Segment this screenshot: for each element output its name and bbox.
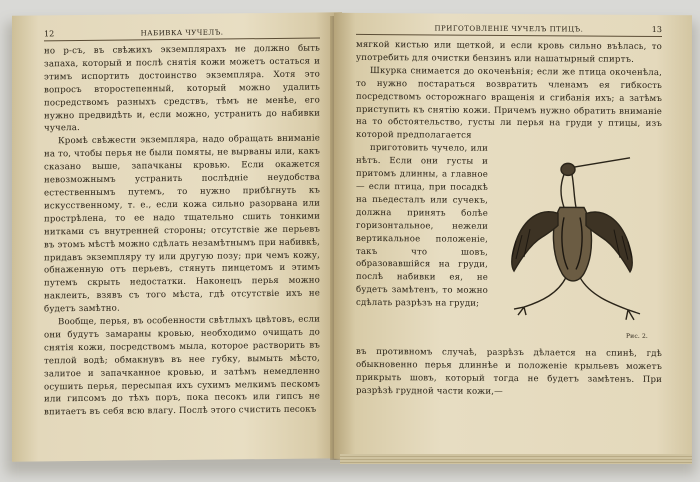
left-paragraph-2: Кромѣ свѣжести экземпляра, надо обращать вниманіе на то, чтобы перья не были помяты, не вырваны или, какъ сказано выше, запачканы кровью. Если окажется невозможнымъ устранить послѣдніе неудобства естественнымъ путемъ, то нужно прибѣгнуть къ искусственному, т. е., если кожа сильно разорвана или прострѣлена, то ее надо тщательно сшить тонкими нитками съ внутренней стороны; отсутствіе же перьевъ въ этомъ мѣстѣ можно сдѣлать незамѣтнымъ при набивкѣ, придавъ экземпляру ту или другую позу; при чемъ кожу, обнаженную отъ перьевъ, стянуть пинцетомъ и этимъ путемъ скрыть недостатки. Наконецъ перья можно наклеить, взявъ съ того мѣста, гдѣ отсутствіе ихъ не будетъ замѣтно. xyxy=(44,133,320,315)
left-running-head: НАБИВКА ЧУЧЕЛЪ. xyxy=(140,28,224,38)
right-running-head: ПРИГОТОВЛЕНІЕ ЧУЧЕЛЪ ПТИЦЪ. xyxy=(434,24,584,34)
bird-neck xyxy=(561,175,576,208)
bird-bill xyxy=(572,158,630,168)
right-paragraph-3: въ противномъ случаѣ, разрѣзъ дѣлается на спинѣ, гдѣ обыкновенно перья длиннѣе и положеніе крыльевъ можетъ прикрыть шовъ, который тогда не будетъ замѣтенъ. При разрѣзѣ грудной части кожи,— xyxy=(356,347,662,397)
right-paragraph-narrow: приготовить чучело, или нѣтъ. Если они густы и притомъ длинны, а главное — если птица, при посадкѣ на пьедесталъ или сучекъ, должна принять болѣе горизонтальное, нежели вертикальное положеніе, такъ что шовъ, образовавшійся на груди, послѣ набивки ея, не будетъ замѣтенъ, то можно сдѣлать разрѣзъ на груди; xyxy=(356,143,488,309)
right-paragraph-1: мягкой кистью или щеткой, и если кровь сильно въѣлась, то употребить для очистки бензинъ или нашатырный спиртъ. xyxy=(356,39,662,65)
left-page-header xyxy=(44,27,320,42)
left-page xyxy=(12,12,342,461)
left-page-number: 12 xyxy=(44,29,55,39)
bird-figure xyxy=(492,145,670,348)
right-page xyxy=(334,13,692,461)
open-book xyxy=(12,14,692,466)
page-edges xyxy=(340,454,692,464)
skinned-bird-illustration-icon xyxy=(502,145,652,332)
bird-left-wing xyxy=(512,212,558,272)
bird-left-leg xyxy=(514,277,566,315)
bird-right-leg xyxy=(580,278,640,320)
right-paragraph-2: Шкурка снимается до окоченѣнія; если же птица окоченѣла, то нужно постараться возвратить членамъ ея гибкость посредствомъ осторожнаго вращенія и сгибанія ихъ; а затѣмъ приступить къ снятію кожи. Причемъ нужно обратить вниманіе на то обстоятельство, густы ли перья на груди у птицы, изъ которой предполагается xyxy=(356,65,662,142)
bird-right-wing xyxy=(586,212,632,272)
left-paragraph-3: Вообще, перья, въ особенности свѣтлыхъ цвѣтовъ, если они будутъ замараны кровью, необходимо очищать до снятія кожи, посредствомъ мыла, которое растворить въ теплой водѣ; обмакнувъ въ нее губку, вымыть мѣсто, залитое и запачканное кровью, и затѣмъ немедленно осушить перья, пересыпая ихъ сухимъ мелкимъ пескомъ или гипсомъ до тѣхъ поръ, пока песокъ или гипсъ не впитаетъ въ себя всю влагу. Послѣ этого счистить песокъ xyxy=(44,314,320,418)
bird-head xyxy=(561,164,575,176)
right-page-header xyxy=(356,23,662,37)
right-page-number: 13 xyxy=(651,24,662,35)
left-paragraph-1: но р-съ, въ свѣжихъ экземплярахъ не должно быть запаха, который и послѣ снятія кожи можетъ остаться и этимъ испортить достоинство экземпляра. Хотя это вопросъ второстепенный, который можно удалить посредствомъ разныхъ средствъ, тѣмъ не менѣе, его нужно предвидѣть и, если можно, устранить до набивки чучела. xyxy=(44,43,320,134)
right-page-body xyxy=(356,39,662,400)
figure-caption: Рис. 2. xyxy=(626,333,648,341)
figure-wrap xyxy=(356,142,662,341)
left-page-body xyxy=(44,43,320,420)
